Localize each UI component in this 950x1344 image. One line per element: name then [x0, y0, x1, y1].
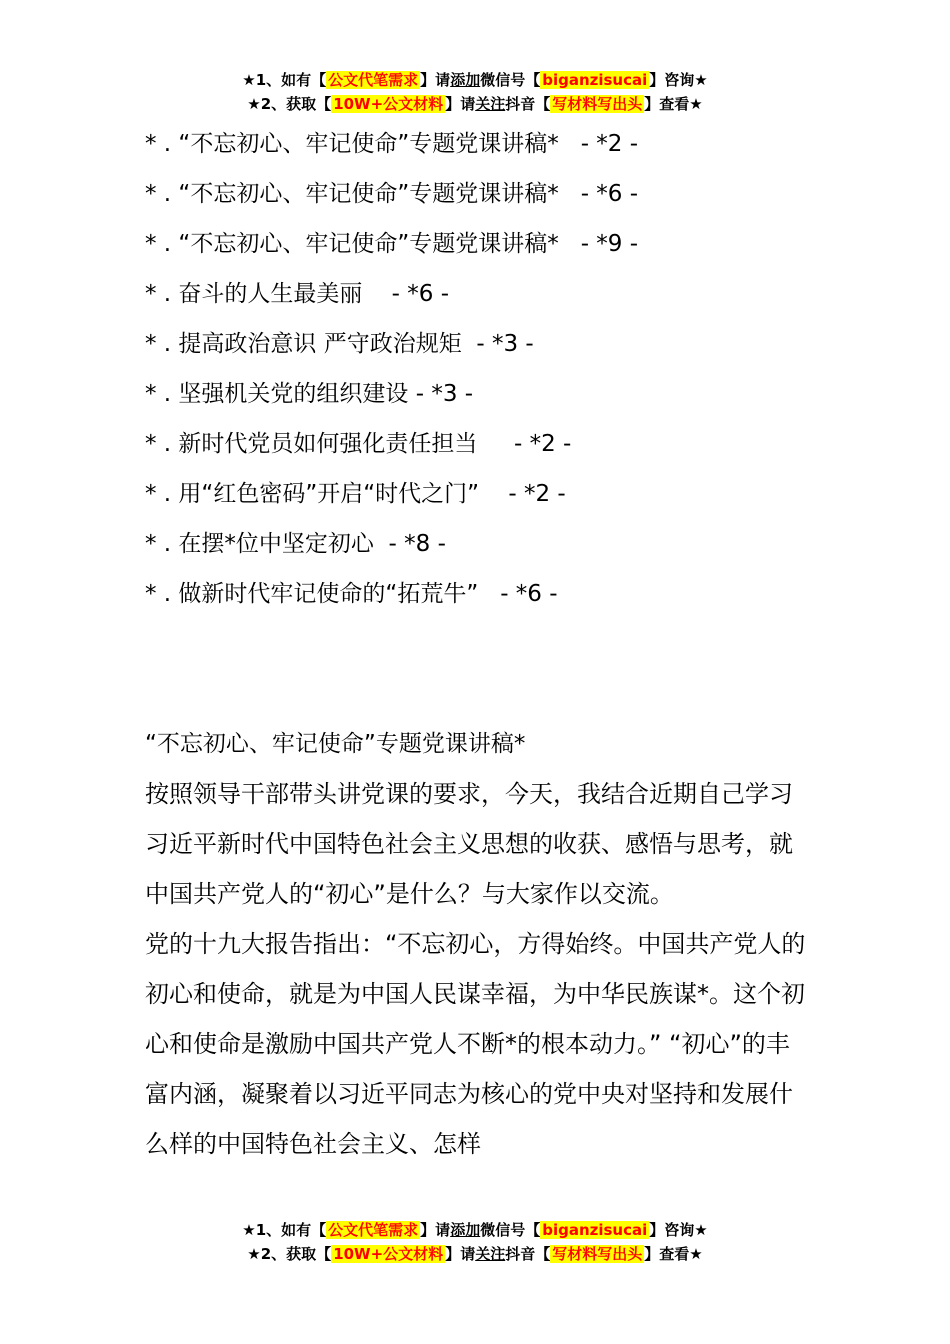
banner-text: ★2、获取【 — [247, 95, 332, 113]
banner-text: 】请 — [420, 71, 451, 89]
banner-text: ★1、如有【 — [242, 71, 327, 89]
banner-highlight: biganzisucai — [542, 1221, 648, 1239]
toc-item[interactable]: * . “不忘初心、牢记使命”专题党课讲稿* - *6 - — [145, 181, 639, 207]
banner-text: 】请 — [445, 95, 476, 113]
banner-highlight: 写材料写出头 — [552, 95, 643, 113]
banner-line-1 — [0, 68, 950, 92]
banner-line-1 — [0, 1218, 950, 1242]
banner-highlight: 公文代笔需求 — [328, 1221, 419, 1239]
banner-highlight: 10W+公文材料 — [333, 1245, 444, 1263]
toc-item[interactable]: * . 提高政治意识 严守政治规矩 - *3 - — [145, 331, 534, 357]
banner-text: 抖音【 — [505, 1245, 551, 1263]
banner-text: 】查看★ — [644, 95, 703, 113]
banner-text: 】请 — [420, 1221, 451, 1239]
header-banner — [0, 68, 950, 116]
banner-text: 】查看★ — [644, 1245, 703, 1263]
paragraph: 按照领导干部带头讲党课的要求，今天，我结合近期自己学习习近平新时代中国特色社会主义思想的收获、感悟与思考，就中国共产党人的“初心”是什么？与大家作以交流。 — [145, 780, 793, 908]
banner-text: 】请 — [445, 1245, 476, 1263]
footer-banner — [0, 1218, 950, 1266]
toc-item[interactable]: * . 做新时代牢记使命的“拓荒牛” - *6 - — [145, 581, 558, 607]
banner-underline: 添加 — [450, 71, 481, 89]
banner-highlight: biganzisucai — [542, 71, 648, 89]
banner-text: 】咨询★ — [649, 1221, 708, 1239]
banner-line-2 — [0, 92, 950, 116]
toc-item[interactable]: * . 坚强机关党的组织建设 - *3 - — [145, 381, 474, 407]
toc-item[interactable]: * . 新时代党员如何强化责任担当 - *2 - — [145, 431, 572, 457]
paragraph: 党的十九大报告指出：“不忘初心，方得始终。中国共产党人的初心和使命，就是为中国人民谋幸福，为中华民族谋*。这个初心和使命是激励中国共产党人不断*的根本动力。” “初心”的丰富内涵，凝聚着以习近平同志为核心的党中央对坚持和发展什么样的中国特色社会主义、怎样 — [145, 930, 806, 1158]
banner-highlight: 10W+公文材料 — [333, 95, 444, 113]
banner-line-2 — [0, 1242, 950, 1266]
banner-text: 微信号【 — [480, 1221, 541, 1239]
banner-highlight: 公文代笔需求 — [328, 71, 419, 89]
toc-item[interactable]: * . 在摆*位中坚定初心 - *8 - — [145, 531, 446, 557]
article-body — [145, 719, 810, 1169]
toc-item[interactable]: * . 奋斗的人生最美丽 - *6 - — [145, 281, 450, 307]
banner-text: ★2、获取【 — [247, 1245, 332, 1263]
toc-item[interactable]: * . 用“红色密码”开启“时代之门” - *2 - — [145, 481, 566, 507]
banner-text: ★1、如有【 — [242, 1221, 327, 1239]
banner-text: 】咨询★ — [649, 71, 708, 89]
banner-highlight: 写材料写出头 — [552, 1245, 643, 1263]
toc-item[interactable]: * . “不忘初心、牢记使命”专题党课讲稿* - *9 - — [145, 231, 639, 257]
banner-underline: 关注 — [475, 95, 506, 113]
article-title: “不忘初心、牢记使命”专题党课讲稿* — [145, 731, 526, 757]
table-of-contents — [145, 119, 845, 619]
toc-item[interactable]: * . “不忘初心、牢记使命”专题党课讲稿* - *2 - — [145, 131, 639, 157]
banner-text: 微信号【 — [480, 71, 541, 89]
banner-underline: 关注 — [475, 1245, 506, 1263]
banner-text: 抖音【 — [505, 95, 551, 113]
banner-underline: 添加 — [450, 1221, 481, 1239]
